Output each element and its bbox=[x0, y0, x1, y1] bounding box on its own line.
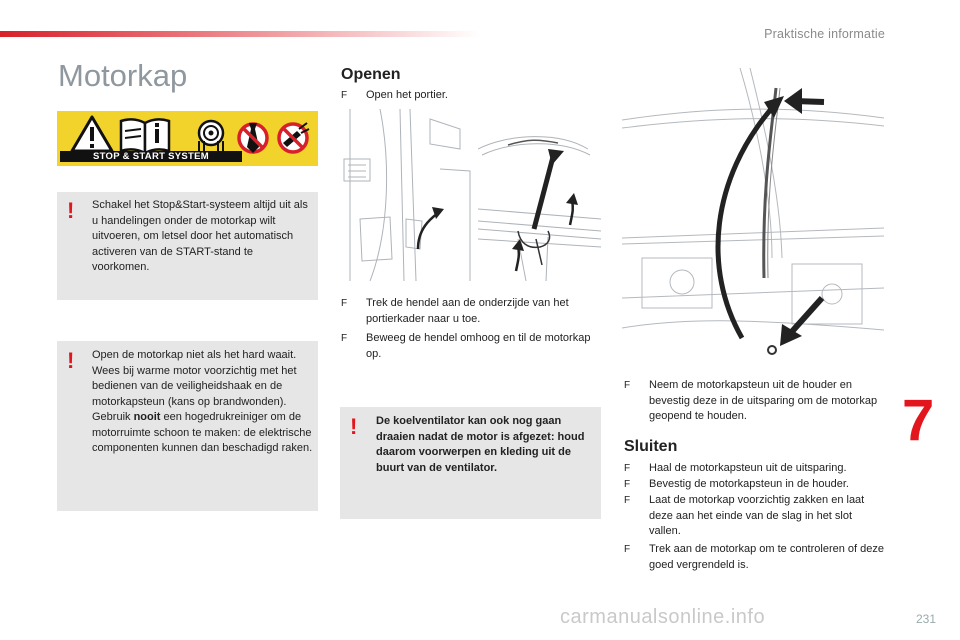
bullet-icon: F bbox=[341, 90, 348, 101]
door-lever-illustration bbox=[340, 109, 474, 281]
warning-note-stop-start bbox=[57, 192, 318, 300]
bullet-icon: F bbox=[341, 333, 348, 344]
page-number: 231 bbox=[916, 612, 937, 626]
warning-note-wind-heat bbox=[57, 341, 318, 511]
fan-icon bbox=[199, 121, 223, 153]
note-text-pre: Gebruik bbox=[92, 411, 134, 423]
bullet-icon: F bbox=[624, 463, 631, 474]
manual-book-icon bbox=[121, 119, 169, 153]
note-text-bold: nooit bbox=[133, 411, 161, 423]
page-title: Motorkap bbox=[58, 58, 188, 93]
openen-heading: Openen bbox=[341, 66, 401, 83]
bullet-icon: F bbox=[624, 380, 631, 391]
warning-exclamation-icon: ! bbox=[350, 414, 358, 439]
warning-exclamation-icon: ! bbox=[67, 348, 75, 373]
sluiten-step-4: F Trek aan de motorkap om te controleren of deze goed vergrendeld is. bbox=[624, 543, 884, 571]
sluiten-step-1: F Haal de motorkapsteun uit de uitsparing. bbox=[624, 461, 886, 477]
openen-step-4: F Neem de motorkapsteun uit de houder en bevestig deze in de uitsparing om de motorkap geopend te houden. bbox=[624, 379, 878, 422]
openen-step-3: F Beweeg de hendel omhoog en til de motorkap op. bbox=[341, 332, 591, 360]
warning-note-fan bbox=[340, 407, 601, 519]
no-tie-icon bbox=[239, 123, 267, 153]
bullet-icon: F bbox=[624, 495, 631, 506]
openen-step-1: F Open het portier. bbox=[341, 88, 601, 104]
note-text bbox=[92, 348, 315, 457]
stop-start-warning-banner bbox=[57, 111, 318, 166]
watermark: carmanualsonline.info bbox=[560, 606, 766, 628]
warning-triangle-icon bbox=[72, 117, 112, 151]
no-high-pressure-icon bbox=[279, 123, 309, 152]
warning-exclamation-icon: ! bbox=[67, 198, 75, 223]
note-text-part1: Open de motorkap niet als het hard waait. Wees bij warme motor voorzichtig met het bedienen van de veiligheidshaak en de motorkapsteun (kans op brandwonden). bbox=[92, 349, 297, 408]
sluiten-step-3: F Laat de motorkap voorzichtig zakken en laat deze aan het einde van de slag in het slot vallen. bbox=[624, 494, 865, 537]
note-text-post: een hogedrukreiniger om de motorruimte schoon te maken: de elektrische componenten kunnen dan beschadigd raken. bbox=[92, 411, 313, 454]
section-label: Praktische informatie bbox=[764, 27, 885, 41]
header-accent-bar bbox=[0, 31, 480, 37]
note-text: De koelventilator kan ook nog gaan draaien nadat de motor is afgezet: houd daarom voorwerpen en kleding uit de buurt van de ventilator. bbox=[376, 415, 585, 474]
openen-step-2: F Trek de hendel aan de onderzijde van het portierkader naar u toe. bbox=[341, 297, 569, 325]
bonnet-prop-illustration bbox=[622, 68, 884, 364]
stop-start-label: STOP & START SYSTEM bbox=[60, 151, 242, 162]
bullet-icon: F bbox=[341, 298, 348, 309]
bullet-icon: F bbox=[624, 544, 631, 555]
chapter-number: 7 bbox=[902, 388, 935, 453]
bonnet-catch-illustration bbox=[478, 109, 601, 281]
note-text: Schakel het Stop&Start-systeem altijd uit als u handelingen onder de motorkap wilt uitvoeren, om letsel door het automatisch activeren van de START-stand te voorkomen. bbox=[92, 199, 308, 273]
sluiten-heading: Sluiten bbox=[624, 438, 678, 455]
sluiten-step-2: F Bevestig de motorkapsteun in de houder. bbox=[624, 477, 886, 493]
bullet-icon: F bbox=[624, 479, 631, 490]
